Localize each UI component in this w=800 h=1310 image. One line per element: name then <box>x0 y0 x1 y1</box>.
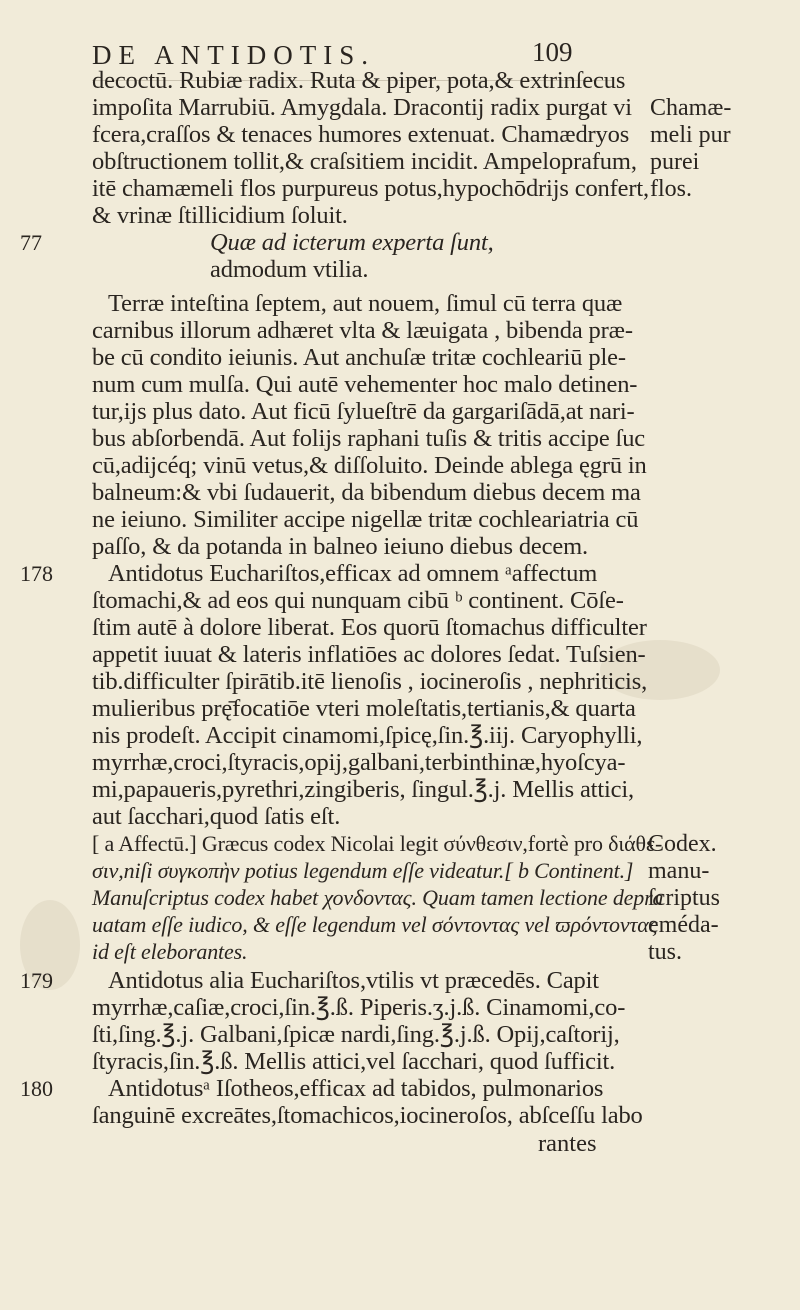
catchword: rantes <box>538 1130 597 1157</box>
margin-note: tus. <box>648 939 683 965</box>
footnote-line: Manuſcriptus codex habet χονδοντας. Quam tamen lectione depra <box>92 885 664 910</box>
page-number: 109 <box>532 37 573 67</box>
footnote-line: σιν,niſi συγκοπὴν potius legendum eſſe videatur.[ b Continent.] <box>92 858 634 883</box>
text-line: ſtyracis,ſin.℥.ß. Mellis attici,vel ſacchari, quod ſufficit. <box>92 1048 616 1075</box>
margin-note: eméda- <box>648 912 719 938</box>
text-line: paſſo, & da potanda in balneo ieiuno diebus decem. <box>92 533 588 560</box>
section-number: 77 <box>20 230 42 255</box>
margin-note: ſcriptus <box>648 885 720 911</box>
text-line: mi,papaueris,pyrethri,zingiberis, ſingul.℥.j. Mellis attici, <box>92 776 634 803</box>
margin-note: flos. <box>650 176 692 202</box>
text-line: mulieribus prę̄focatiōe vteri moleſtatis,tertianis,& quarta <box>92 695 636 722</box>
text-line: & vrinæ ſtillicidium ſoluit. <box>92 202 348 229</box>
text-line: bus abſorbendā. Aut folijs raphani tuſis & tritis accipe ſuc <box>92 425 646 452</box>
section-heading: admodum vtilia. <box>210 256 369 283</box>
section-number: 180 <box>20 1076 53 1101</box>
margin-note: meli pur <box>650 122 731 148</box>
text-line: balneum:& vbi ſudauerit, da bibendum diebus decem ma <box>92 479 641 506</box>
text-line: num cum mulſa. Qui autē vehementer hoc malo detinen- <box>92 371 638 398</box>
text-line: itē chamæmeli flos purpureus potus,hypochōdrijs confert, <box>92 175 650 202</box>
text-line: decoctū. Rubiæ radix. Ruta & piper, pota,& extrinſecus <box>92 67 626 94</box>
footnote-line: uatam eſſe iudico, & eſſe legendum vel σόντοντας vel ϖρόντοντας <box>92 912 658 937</box>
text-line: ſanguinē excreātes,ſtomachicos,iocineroſos, abſceſſu labo <box>92 1102 643 1129</box>
text-line: nis prodeſt. Accipit cinamomi,ſpicę,ſin.℥.iij. Caryophylli, <box>92 722 643 749</box>
text-line: fcera,craſſos & tenaces humores extenuat. Chamædryos <box>92 121 630 148</box>
section-number: 179 <box>20 968 53 993</box>
margin-note: purei <box>650 149 700 175</box>
margin-note: manu- <box>648 858 710 884</box>
text-line: myrrhæ,caſiæ,croci,ſin.℥.ß. Piperis.ʒ.j.ß. Cinamomi,co- <box>92 994 626 1021</box>
text-line: Antidotusᵃ Iſotheos,efficax ad tabidos, pulmonarios <box>108 1075 604 1102</box>
text-line: obſtructionem tollit,& craſsitiem incidit. Ampeloprafum, <box>92 148 637 175</box>
text-line: be cū condito ieiunis. Aut anchuſæ tritæ cochleariū ple- <box>92 344 626 371</box>
footnote-line: id eſt eleborantes. <box>92 939 248 964</box>
running-title: DE ANTIDOTIS. <box>92 40 375 70</box>
text-line: appetit iuuat & lateris inflatiōes ac dolores ſedat. Tuſsien- <box>92 641 646 668</box>
text-line: Antidotus alia Euchariſtos,vtilis vt præcedēs. Capit <box>108 967 599 994</box>
text-line: myrrhæ,croci,ſtyracis,opij,galbani,terbinthinæ,hyoſcya- <box>92 749 626 776</box>
text-line: ſtim autē à dolore liberat. Eos quorū ſtomachus difficulter <box>92 614 647 641</box>
margin-note: Chamæ- <box>650 95 732 121</box>
text-line: ſtomachi,& ad eos qui nunquam cibū ᵇ continent. Cōſe- <box>92 587 624 614</box>
text-line: ſti,ſing.℥.j. Galbani,ſpicæ nardi,ſing.℥.j.ß. Opij,caſtorij, <box>92 1021 620 1048</box>
text-line: aut ſacchari,quod ſatis eſt. <box>92 803 341 830</box>
section-heading: Quæ ad icterum experta ſunt, <box>210 229 494 256</box>
footnote-line: [ a Affectū.] Græcus codex Nicolai legit σύνθεσιν,fortè pro διάθε- <box>92 831 663 856</box>
text-line: impoſita Marrubiū. Amygdala. Dracontij radix purgat vi <box>92 94 632 121</box>
text-line: Antidotus Euchariſtos,efficax ad omnem ᵃaffectum <box>108 560 598 587</box>
text-line: carnibus illorum adhæret vlta & læuigata , bibenda præ- <box>92 317 633 344</box>
section-number: 178 <box>20 561 53 586</box>
text-line: tur,ijs plus dato. Aut ficū ſylueſtrē da gargariſādā,at nari- <box>92 398 635 425</box>
margin-note: Codex. <box>648 831 717 857</box>
text-line: ne ieiuno. Similiter accipe nigellæ tritæ cochleariatria cū <box>92 506 639 533</box>
text-line: Terræ inteſtina ſeptem, aut nouem, ſimul cū terra quæ <box>108 290 623 317</box>
text-line: tib.difficulter ſpirātib.itē lienoſis , iocineroſis , nephriticis, <box>92 668 648 695</box>
text-line: cū,adijcéq; vinū vetus,& diſſoluito. Deinde ablega ęgrū in <box>92 452 647 479</box>
